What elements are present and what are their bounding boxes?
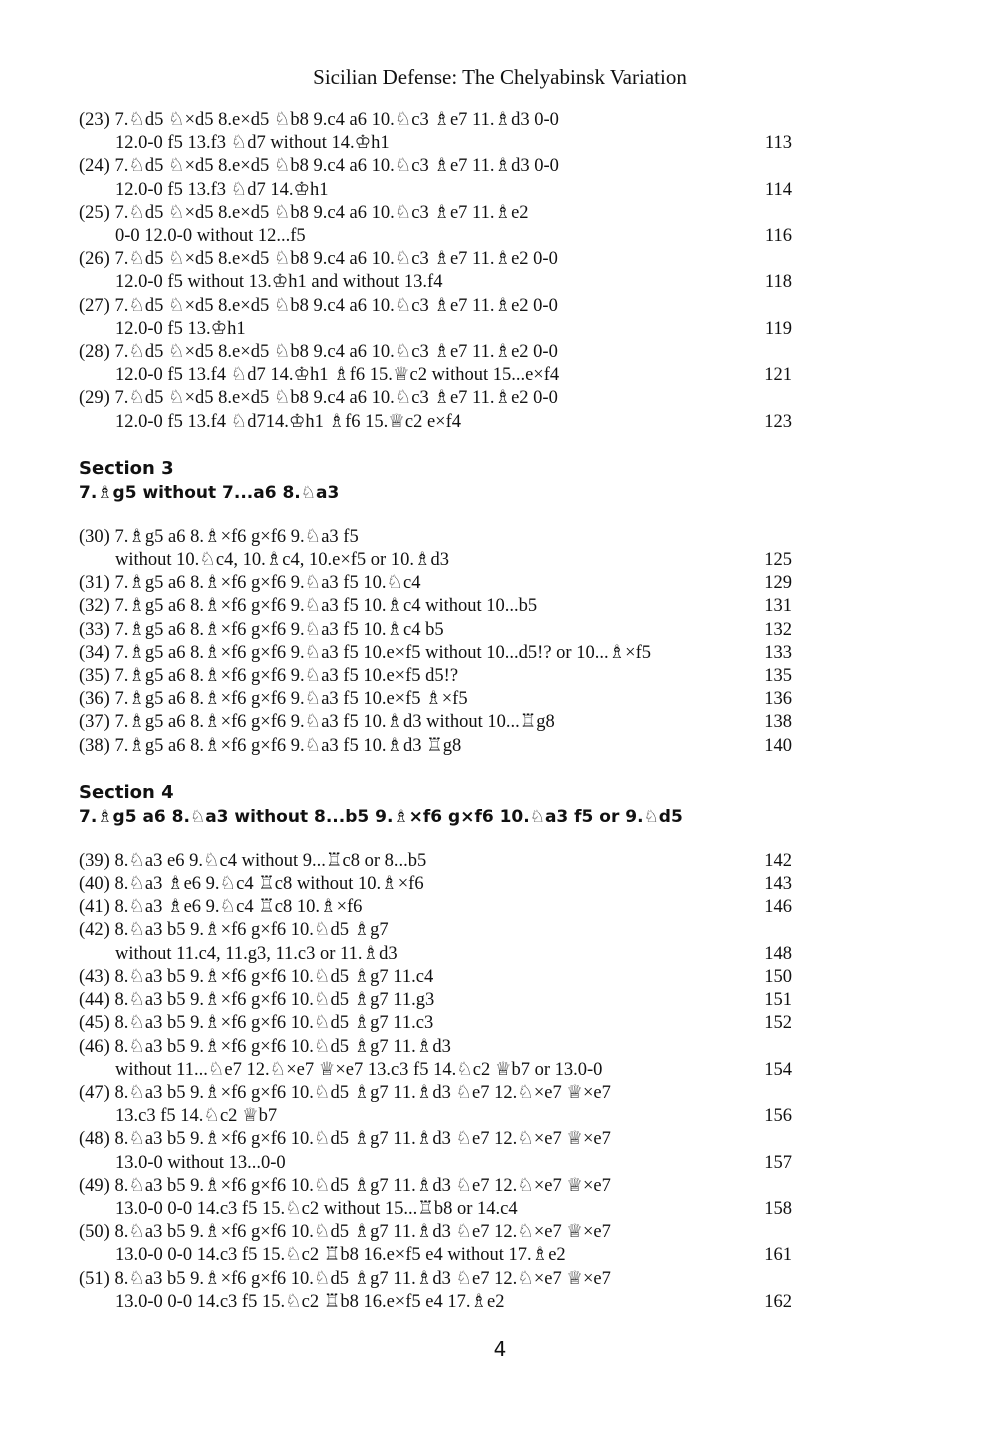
toc-entry-page: 138 [764, 712, 792, 733]
toc-entry [79, 155, 792, 201]
toc-entry [79, 919, 792, 965]
toc-entry-page: 158 [764, 1198, 792, 1219]
toc-entry-moves-continued: 12.0-0 f5 13.f3 ♘d7 14.♔h1 [115, 179, 329, 200]
table-of-contents [79, 109, 792, 1314]
toc-entry [79, 711, 792, 734]
toc-entry-moves: (24) 7.♘d5 ♘×d5 8.e×d5 ♘b8 9.c4 a6 10.♘c3 ♗e7 11.♗d3 0-0 [79, 156, 559, 177]
toc-entry-moves: (43) 8.♘a3 b5 9.♗×f6 g×f6 10.♘d5 ♗g7 11.c4 [79, 966, 434, 987]
toc-entry-moves: (46) 8.♘a3 b5 9.♗×f6 g×f6 10.♘d5 ♗g7 11.♗d3 [79, 1036, 451, 1057]
toc-entry-page: 162 [764, 1291, 792, 1312]
toc-entry [79, 619, 792, 642]
toc-entry [79, 896, 792, 919]
toc-entry [79, 202, 792, 248]
toc-entry [79, 966, 792, 989]
toc-entry-moves-continued: 0-0 12.0-0 without 12...f5 [115, 226, 306, 247]
toc-entry [79, 1128, 792, 1174]
toc-entry-moves-continued: without 11.c4, 11.g3, 11.c3 or 11.♗d3 [115, 943, 398, 964]
toc-entry [79, 1082, 792, 1128]
toc-entry-moves: (49) 8.♘a3 b5 9.♗×f6 g×f6 10.♘d5 ♗g7 11.♗d3 ♘e7 12.♘×e7 ♕×e7 [79, 1175, 611, 1196]
section-4-subheading: 7.♗g5 a6 8.♘a3 without 8...b5 9.♗×f6 g×f6 10.♘a3 f5 or 9.♘d5 [79, 806, 683, 827]
toc-entry-moves-continued: 13.0-0 0-0 14.c3 f5 15.♘c2 without 15...♖b8 or 14.c4 [115, 1198, 518, 1219]
toc-entry-moves-continued: 13.0-0 0-0 14.c3 f5 15.♘c2 ♖b8 16.e×f5 e4 17.♗e2 [115, 1291, 505, 1312]
toc-entry-moves: (30) 7.♗g5 a6 8.♗×f6 g×f6 9.♘a3 f5 [79, 526, 359, 547]
toc-entry-moves: (32) 7.♗g5 a6 8.♗×f6 g×f6 9.♘a3 f5 10.♗c4 without 10...b5 [79, 596, 538, 617]
toc-entry-page: 151 [764, 990, 792, 1011]
toc-entry-page: 156 [764, 1106, 792, 1127]
section-4-heading: Section 4 [79, 781, 174, 803]
toc-entry-moves: (45) 8.♘a3 b5 9.♗×f6 g×f6 10.♘d5 ♗g7 11.c3 [79, 1013, 434, 1034]
toc-entry [79, 850, 792, 873]
toc-entry [79, 595, 792, 618]
toc-entry [79, 109, 792, 155]
section-4-entries [79, 850, 792, 1314]
toc-entry [79, 989, 792, 1012]
toc-entry-page: 142 [764, 850, 792, 871]
toc-entry-page: 129 [764, 573, 792, 594]
toc-entry-moves-continued: 12.0-0 f5 without 13.♔h1 and without 13.f4 [115, 272, 443, 293]
toc-entry [79, 642, 792, 665]
toc-entry-moves-continued: 12.0-0 f5 13.f4 ♘d7 14.♔h1 ♗f6 15.♕c2 without 15...e×f4 [115, 365, 560, 386]
toc-entry-page: 143 [764, 874, 792, 895]
toc-entry [79, 387, 792, 433]
toc-entry-page: 140 [764, 735, 792, 756]
toc-entry-page: 150 [764, 966, 792, 987]
toc-entry-page: 116 [764, 226, 792, 247]
toc-entry-moves: (42) 8.♘a3 b5 9.♗×f6 g×f6 10.♘d5 ♗g7 [79, 920, 389, 941]
toc-entry-page: 136 [764, 689, 792, 710]
toc-entry-moves: (25) 7.♘d5 ♘×d5 8.e×d5 ♘b8 9.c4 a6 10.♘c3 ♗e7 11.♗e2 [79, 202, 529, 223]
toc-entry [79, 1221, 792, 1267]
toc-entry-moves: (23) 7.♘d5 ♘×d5 8.e×d5 ♘b8 9.c4 a6 10.♘c3 ♗e7 11.♗d3 0-0 [79, 110, 559, 130]
contents-group-section-2-continued [79, 109, 792, 434]
toc-entry-page: 157 [764, 1152, 792, 1173]
toc-entry-moves: (47) 8.♘a3 b5 9.♗×f6 g×f6 10.♘d5 ♗g7 11.♗d3 ♘e7 12.♘×e7 ♕×e7 [79, 1082, 611, 1103]
toc-entry [79, 735, 792, 758]
toc-entry-page: 146 [764, 897, 792, 918]
toc-entry [79, 873, 792, 896]
toc-entry-moves-continued: 13.0-0 0-0 14.c3 f5 15.♘c2 ♖b8 16.e×f5 e4 without 17.♗e2 [115, 1245, 566, 1266]
toc-entry [79, 665, 792, 688]
toc-entry-moves-continued: without 11...♘e7 12.♘×e7 ♕×e7 13.c3 f5 14.♘c2 ♕b7 or 13.0-0 [115, 1059, 603, 1080]
toc-entry-moves: (39) 8.♘a3 e6 9.♘c4 without 9...♖c8 or 8...b5 [79, 850, 427, 871]
toc-entry-moves: (28) 7.♘d5 ♘×d5 8.e×d5 ♘b8 9.c4 a6 10.♘c3 ♗e7 11.♗e2 0-0 [79, 342, 558, 363]
toc-entry-moves-continued: 13.0-0 without 13...0-0 [115, 1152, 286, 1173]
toc-entry-page: 132 [764, 619, 792, 640]
toc-entry-page: 135 [764, 666, 792, 687]
toc-entry [79, 295, 792, 341]
toc-entry-moves: (44) 8.♘a3 b5 9.♗×f6 g×f6 10.♘d5 ♗g7 11.g3 [79, 990, 435, 1011]
toc-entry-moves: (48) 8.♘a3 b5 9.♗×f6 g×f6 10.♘d5 ♗g7 11.♗d3 ♘e7 12.♘×e7 ♕×e7 [79, 1129, 611, 1150]
toc-entry-moves-continued: 12.0-0 f5 13.f3 ♘d7 without 14.♔h1 [115, 133, 390, 154]
section-3-subheading: 7.♗g5 without 7...a6 8.♘a3 [79, 482, 340, 503]
toc-entry-moves: (27) 7.♘d5 ♘×d5 8.e×d5 ♘b8 9.c4 a6 10.♘c3 ♗e7 11.♗e2 0-0 [79, 295, 558, 316]
toc-entry-page: 148 [764, 943, 792, 964]
toc-entry-moves: (33) 7.♗g5 a6 8.♗×f6 g×f6 9.♘a3 f5 10.♗c4 b5 [79, 619, 444, 640]
page-number: 4 [493, 1337, 507, 1361]
toc-entry-page: 123 [764, 411, 792, 432]
toc-entry-page: 161 [764, 1245, 792, 1266]
toc-entry-page: 119 [764, 318, 792, 339]
toc-entry-moves: (35) 7.♗g5 a6 8.♗×f6 g×f6 9.♘a3 f5 10.e×f5 d5!? [79, 666, 459, 687]
toc-entry-page: 133 [764, 642, 792, 663]
toc-entry-moves: (38) 7.♗g5 a6 8.♗×f6 g×f6 9.♘a3 f5 10.♗d3 ♖g8 [79, 735, 462, 756]
toc-entry [79, 1036, 792, 1082]
toc-entry-moves: (36) 7.♗g5 a6 8.♗×f6 g×f6 9.♘a3 f5 10.e×f5 ♗×f5 [79, 689, 468, 710]
toc-entry-moves: (37) 7.♗g5 a6 8.♗×f6 g×f6 9.♘a3 f5 10.♗d3 without 10...♖g8 [79, 712, 555, 733]
toc-entry [79, 341, 792, 387]
toc-entry-moves: (40) 8.♘a3 ♗e6 9.♘c4 ♖c8 without 10.♗×f6 [79, 874, 424, 895]
toc-entry-page: 154 [764, 1059, 792, 1080]
toc-entry-moves-continued: 12.0-0 f5 13.f4 ♘d714.♔h1 ♗f6 15.♕c2 e×f4 [115, 411, 461, 432]
toc-entry-page: 131 [764, 596, 792, 617]
toc-entry-page: 125 [764, 550, 792, 571]
toc-entry [79, 1268, 792, 1314]
toc-entry-moves: (31) 7.♗g5 a6 8.♗×f6 g×f6 9.♘a3 f5 10.♘c4 [79, 573, 421, 594]
toc-entry-moves: (50) 8.♘a3 b5 9.♗×f6 g×f6 10.♘d5 ♗g7 11.♗d3 ♘e7 12.♘×e7 ♕×e7 [79, 1222, 611, 1243]
toc-entry [79, 526, 792, 572]
toc-entry [79, 248, 792, 294]
section-3-heading: Section 3 [79, 457, 174, 479]
toc-entry-moves-continued: 12.0-0 f5 13.♔h1 [115, 318, 246, 339]
toc-entry-page: 118 [764, 272, 792, 293]
toc-entry-moves: (26) 7.♘d5 ♘×d5 8.e×d5 ♘b8 9.c4 a6 10.♘c3 ♗e7 11.♗e2 0-0 [79, 249, 558, 270]
toc-entry-moves: (29) 7.♘d5 ♘×d5 8.e×d5 ♘b8 9.c4 a6 10.♘c3 ♗e7 11.♗e2 0-0 [79, 388, 558, 409]
toc-entry-moves-continued: without 10.♘c4, 10.♗c4, 10.e×f5 or 10.♗d3 [115, 550, 450, 571]
toc-entry [79, 572, 792, 595]
toc-entry-page: 114 [764, 179, 792, 200]
toc-entry-moves: (34) 7.♗g5 a6 8.♗×f6 g×f6 9.♘a3 f5 10.e×f5 without 10...d5!? or 10...♗×f5 [79, 642, 652, 663]
toc-entry [79, 1175, 792, 1221]
section-3-entries [79, 526, 792, 758]
toc-entry-page: 113 [764, 133, 792, 154]
toc-entry-page: 121 [764, 365, 792, 386]
toc-entry [79, 1012, 792, 1035]
running-title: Sicilian Defense: The Chelyabinsk Variation [313, 65, 687, 89]
toc-entry-moves: (41) 8.♘a3 ♗e6 9.♘c4 ♖c8 10.♗×f6 [79, 897, 363, 918]
toc-entry-moves: (51) 8.♘a3 b5 9.♗×f6 g×f6 10.♘d5 ♗g7 11.♗d3 ♘e7 12.♘×e7 ♕×e7 [79, 1268, 611, 1289]
toc-entry-page: 152 [764, 1013, 792, 1034]
toc-entry [79, 688, 792, 711]
toc-entry-moves-continued: 13.c3 f5 14.♘c2 ♕b7 [115, 1106, 278, 1127]
